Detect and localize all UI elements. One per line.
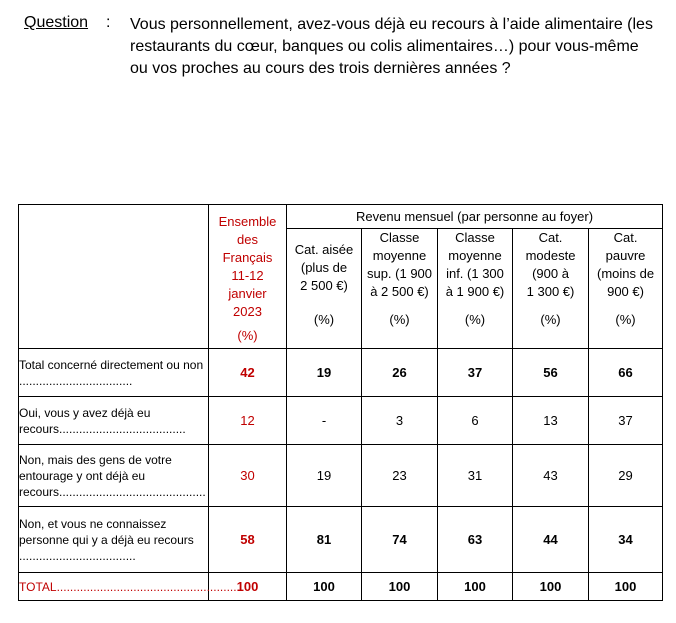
row-label: Non, et vous ne connaissez personne qui y a déjà eu recours ................................... bbox=[19, 507, 209, 573]
ensemble-line: 2023 bbox=[233, 303, 262, 319]
table-cell: 100 bbox=[513, 573, 589, 601]
row-label: Total concerné directement ou non .................................. bbox=[19, 349, 209, 397]
table-cell: 34 bbox=[589, 507, 663, 573]
row-label-total: TOTAL....................................................... bbox=[19, 573, 209, 601]
subcol-pct: (%) bbox=[464, 312, 486, 327]
subcol-line: (plus de bbox=[300, 260, 348, 275]
subcol-line: (moins de bbox=[596, 266, 655, 281]
subcol-header-pauvre bbox=[589, 229, 663, 349]
table-cell: 19 bbox=[287, 445, 362, 507]
table-row-total bbox=[19, 573, 663, 601]
table-cell: 29 bbox=[589, 445, 663, 507]
table-cell: 44 bbox=[513, 507, 589, 573]
question-label: Question bbox=[24, 14, 89, 31]
table-cell: 63 bbox=[438, 507, 513, 573]
subcol-line: Cat. bbox=[613, 230, 638, 245]
table-cell: 100 bbox=[362, 573, 438, 601]
table-cell: 37 bbox=[438, 349, 513, 397]
subcol-line: pauvre bbox=[605, 248, 646, 263]
subcol-line: inf. (1 300 bbox=[446, 266, 504, 281]
table-cell: 26 bbox=[362, 349, 438, 397]
subcol-header-modeste bbox=[513, 229, 589, 349]
table-cell: 3 bbox=[362, 397, 438, 445]
subcol-line: Classe bbox=[455, 230, 495, 245]
table-cell: 13 bbox=[513, 397, 589, 445]
question-text: Vous personnellement, avez-vous déjà eu recours à l’aide alimentaire (les restaurants du cœur, banques ou colis alimentaires…) pour vous-même ou vos proches au cours des trois dernières années ? bbox=[130, 16, 653, 77]
ensemble-header bbox=[209, 205, 287, 349]
subcol-line: sup. (1 900 bbox=[366, 266, 433, 281]
subcol-line: (900 à bbox=[532, 266, 569, 281]
ensemble-line: des bbox=[237, 231, 258, 247]
table-cell: 100 bbox=[589, 573, 663, 601]
subcol-pct: (%) bbox=[540, 312, 561, 327]
subcol-line: Classe bbox=[379, 230, 420, 245]
ensemble-line: 11-12 bbox=[231, 267, 264, 283]
ensemble-pct: (%) bbox=[237, 327, 258, 343]
table-row bbox=[19, 349, 663, 397]
subcol-line: Cat. aisée bbox=[294, 242, 354, 257]
subcol-line: moyenne bbox=[372, 248, 427, 263]
table-cell: 43 bbox=[513, 445, 589, 507]
table-cell: 100 bbox=[438, 573, 513, 601]
row-label: Oui, vous y avez déjà eu recours...................................... bbox=[19, 397, 209, 445]
row-total: 42 bbox=[209, 349, 287, 397]
ensemble-line: Français bbox=[222, 249, 273, 265]
table-cell: 31 bbox=[438, 445, 513, 507]
subcol-header-moyenne-sup bbox=[362, 229, 438, 349]
ensemble-line: janvier bbox=[228, 285, 267, 301]
subcol-line: moyenne bbox=[448, 248, 502, 263]
table-cell: 74 bbox=[362, 507, 438, 573]
subcol-line: à 2 500 €) bbox=[370, 284, 429, 299]
ensemble-line: Ensemble bbox=[218, 213, 277, 229]
table-cell: 56 bbox=[513, 349, 589, 397]
table-row bbox=[19, 445, 663, 507]
revenu-header: Revenu mensuel (par personne au foyer) bbox=[287, 205, 663, 229]
subcol-header-aisee bbox=[287, 229, 362, 349]
table-row bbox=[19, 397, 663, 445]
table-cell: 100 bbox=[287, 573, 362, 601]
table-cell: - bbox=[287, 397, 362, 445]
row-total: 58 bbox=[209, 507, 287, 573]
subcol-pct: (%) bbox=[313, 312, 335, 327]
subcol-line: 1 300 €) bbox=[526, 284, 575, 299]
row-label: Non, mais des gens de votre entourage y ont déjà eu recours............................................ bbox=[19, 445, 209, 507]
table-cell: 6 bbox=[438, 397, 513, 445]
table-cell: 81 bbox=[287, 507, 362, 573]
corner-cell bbox=[19, 205, 209, 349]
question-colon: : bbox=[106, 14, 111, 31]
table-cell: 37 bbox=[589, 397, 663, 445]
table-cell: 66 bbox=[589, 349, 663, 397]
table-cell: 23 bbox=[362, 445, 438, 507]
subcol-pct: (%) bbox=[389, 312, 410, 327]
table-cell: 19 bbox=[287, 349, 362, 397]
row-total: 100 bbox=[209, 573, 287, 601]
subcol-line: 900 €) bbox=[607, 284, 644, 299]
table-row bbox=[19, 507, 663, 573]
survey-table bbox=[18, 204, 663, 601]
subcol-line: à 1 900 €) bbox=[445, 284, 505, 299]
subcol-line: Cat. bbox=[538, 230, 563, 245]
subcol-header-moyenne-inf bbox=[438, 229, 513, 349]
row-total: 30 bbox=[209, 445, 287, 507]
subcol-line: modeste bbox=[525, 248, 576, 263]
subcol-pct: (%) bbox=[615, 312, 636, 327]
row-total: 12 bbox=[209, 397, 287, 445]
subcol-line: 2 500 €) bbox=[300, 278, 348, 293]
